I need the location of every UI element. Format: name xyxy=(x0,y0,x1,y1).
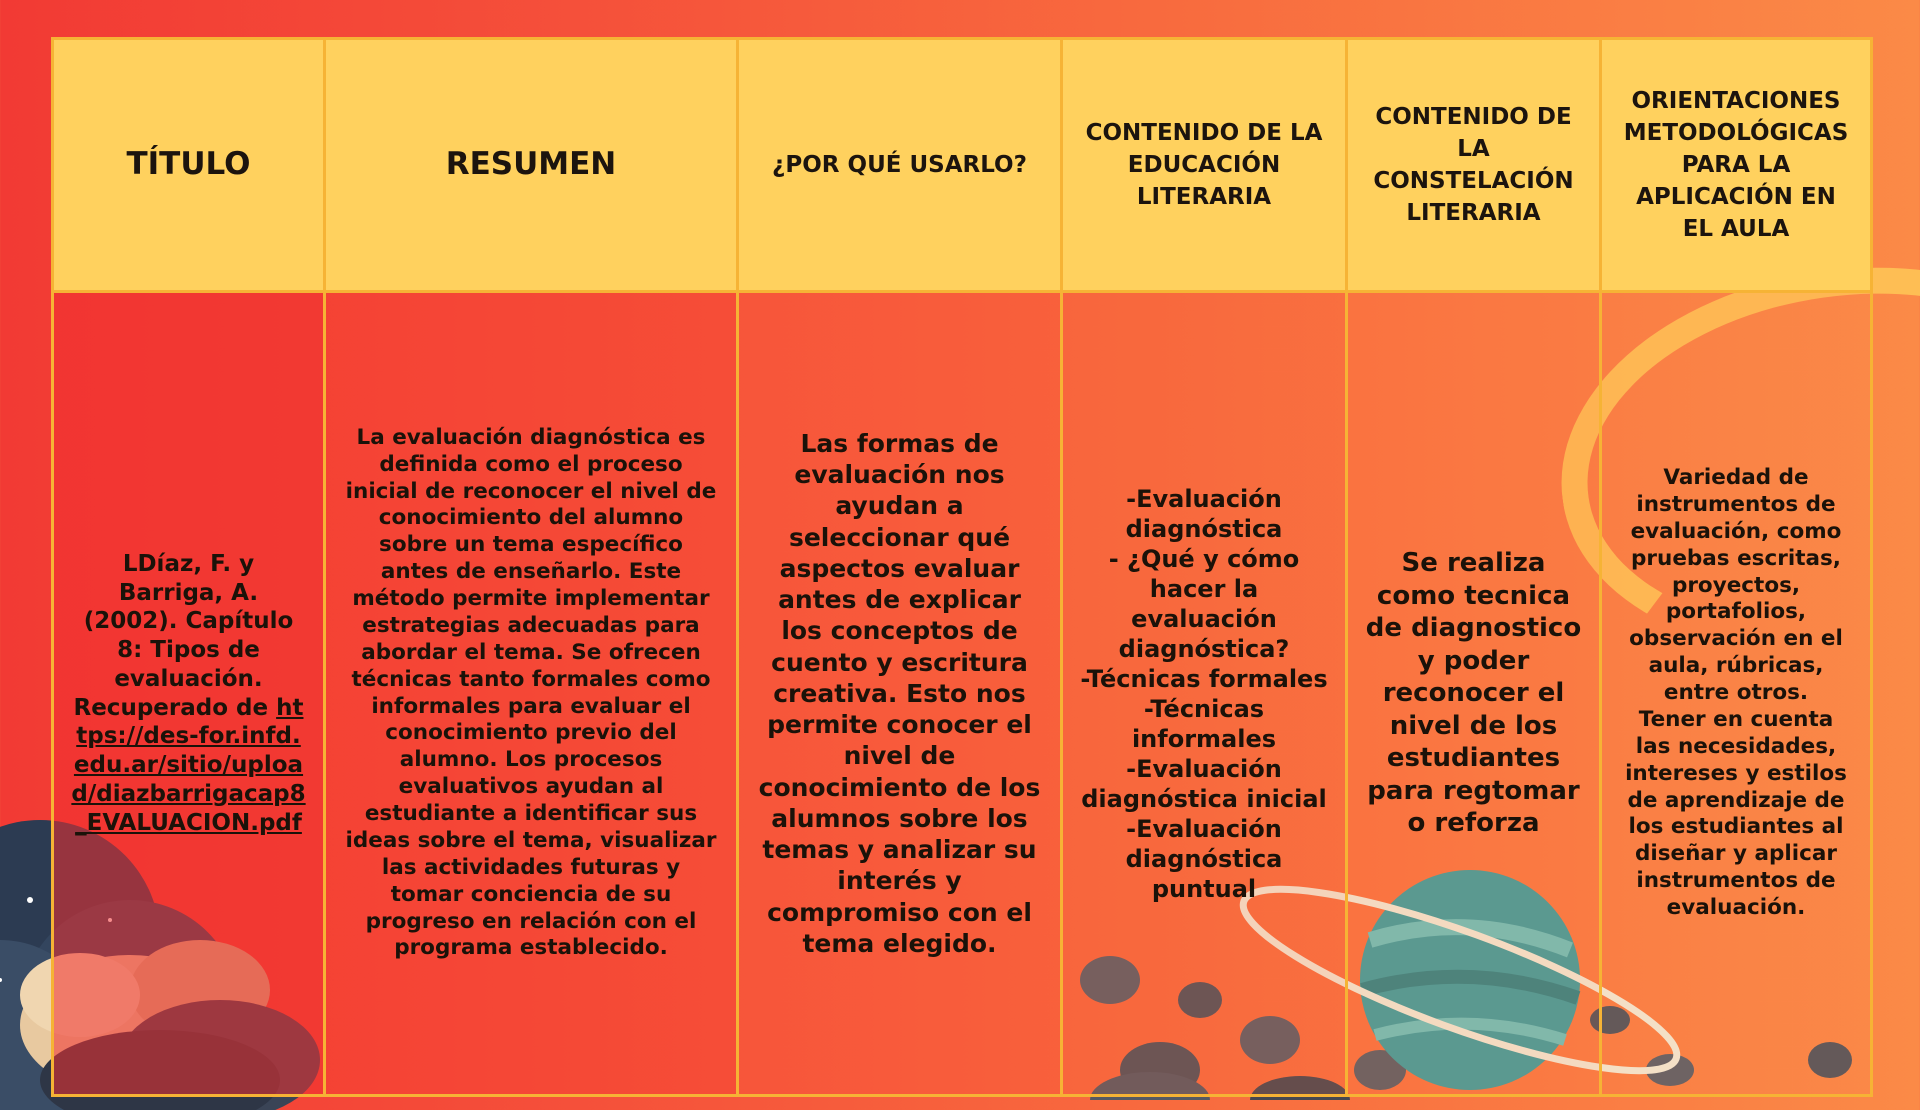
cell-por-que xyxy=(738,292,1062,1096)
header-contenido-constelacion: CONTENIDO DE LA CONSTELACIÓN LITERARIA xyxy=(1347,39,1601,292)
citation-text: LDíaz, F. y Barriga, A. (2002). Capítulo 8: Tipos de evaluación. Recuperado de xyxy=(73,550,294,721)
table-row xyxy=(53,292,1872,1096)
educacion-text: -Evaluación diagnóstica - ¿Qué y cómo hacer la evaluación diagnóstica? -Técnicas formales -Técnicas informales -Evaluación diagnóstica inicial -Evaluación diagnóstica puntual xyxy=(1080,484,1328,903)
orientaciones-text: Variedad de instrumentos de evaluación, como pruebas escritas, proyectos, portafolios, observación en el aula, rúbricas, entre otros. Tener en cuenta las necesidades, intereses y estilos de aprendizaje de los estudiantes al diseñar y aplicar instrumentos de evaluación. xyxy=(1625,465,1847,921)
cell-titulo xyxy=(53,292,325,1096)
citation-link[interactable]: https://des-for.infd.edu.ar/sitio/upload/diazbarrigacap8_EVALUACION.pdf xyxy=(71,694,306,836)
header-titulo: TÍTULO xyxy=(53,39,325,292)
por-que-text: Las formas de evaluación nos ayudan a seleccionar qué aspectos evaluar antes de explicar los conceptos de cuento y escritura creativa. Esto nos permite conocer el nivel de conocimiento de los alumnos sobre los temas y analizar su interés y compromiso con el tema elegido. xyxy=(758,428,1041,958)
cell-constelacion xyxy=(1347,292,1601,1096)
resumen-text: La evaluación diagnóstica es definida como el proceso inicial de reconocer el nivel de conocimiento del alumno sobre un tema específico antes de enseñarlo. Este método permite implementar estrategias adecuadas para abordar el tema. Se ofrecen técnicas tanto formales como informales para evaluar el conocimiento previo del alumno. Los procesos evaluativos ayudan al estudiante a identificar sus ideas sobre el tema, visualizar las actividades futuras y tomar conciencia de su progreso en relación con el programa establecido. xyxy=(345,424,717,961)
header-resumen: RESUMEN xyxy=(325,39,738,292)
table-header-row xyxy=(53,39,1872,292)
lesson-table xyxy=(51,37,1873,1097)
header-por-que-usarlo: ¿POR QUÉ USARLO? xyxy=(738,39,1062,292)
cell-orientaciones xyxy=(1601,292,1872,1096)
header-orientaciones: ORIENTACIONES METODOLÓGICAS PARA LA APLICACIÓN EN EL AULA xyxy=(1601,39,1872,292)
cell-resumen xyxy=(325,292,738,1096)
header-contenido-educacion: CONTENIDO DE LA EDUCACIÓN LITERARIA xyxy=(1062,39,1347,292)
constelacion-text: Se realiza como tecnica de diagnostico y poder reconocer el nivel de los estudiantes para regtomar o reforza xyxy=(1365,548,1582,839)
cell-educacion xyxy=(1062,292,1347,1096)
